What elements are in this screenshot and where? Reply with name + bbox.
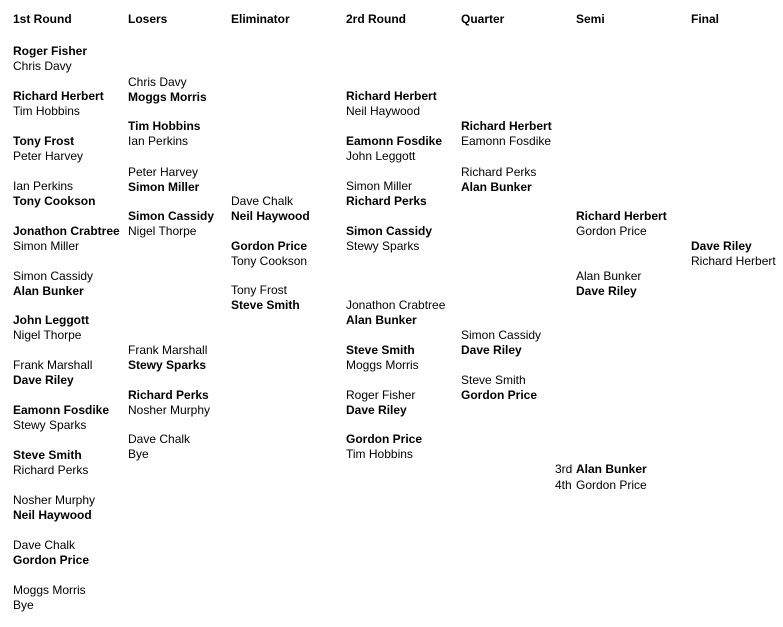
player-name: Dave Chalk [231, 194, 294, 208]
player-name: Chris Davy [13, 59, 72, 73]
match [13, 44, 87, 74]
fourth-place [555, 478, 647, 493]
player-name: Dave Chalk [13, 538, 76, 552]
player-name: Simon Cassidy [13, 269, 94, 283]
match [13, 448, 88, 478]
player-name: Ian Perkins [128, 134, 189, 148]
round-header: Quarter [461, 12, 505, 26]
match [346, 179, 427, 209]
match [128, 119, 200, 149]
player-name: Gordon Price [576, 224, 647, 238]
winner-name: Alan Bunker [13, 284, 84, 298]
player-name: Simon Miller [346, 179, 413, 193]
winner-name: Neil Haywood [13, 508, 92, 522]
winner-name: Steve Smith [231, 298, 300, 312]
third-place-name: Alan Bunker [576, 462, 647, 476]
match [13, 224, 120, 254]
round-header: Final [691, 12, 720, 26]
player-name: Stewy Sparks [13, 418, 87, 432]
winner-name: Neil Haywood [231, 209, 310, 223]
round-header: 2rd Round [346, 12, 406, 26]
winner-name: Alan Bunker [346, 313, 417, 327]
player-name: Nigel Thorpe [13, 328, 82, 342]
winner-name: Richard Herbert [13, 89, 104, 103]
match [231, 283, 300, 313]
player-name: Simon Cassidy [461, 328, 542, 342]
match [691, 239, 776, 269]
winner-name: Steve Smith [346, 343, 415, 357]
match [13, 134, 83, 164]
fourth-place-label: 4th [555, 478, 572, 492]
winner-name: Dave Riley [576, 284, 637, 298]
player-name: Frank Marshall [128, 343, 208, 357]
match [461, 328, 541, 358]
winner-name: Dave Riley [346, 403, 407, 417]
player-name: Tim Hobbins [13, 104, 80, 118]
player-name: Alan Bunker [576, 269, 642, 283]
round-header: Losers [128, 12, 168, 26]
winner-name: Eamonn Fosdike [13, 403, 110, 417]
match [128, 432, 190, 462]
match [461, 373, 537, 403]
match [13, 358, 92, 388]
third-place [555, 462, 647, 477]
player-name: Jonathon Crabtree [346, 298, 446, 312]
match [231, 194, 310, 224]
player-name: Moggs Morris [346, 358, 419, 372]
winner-name: Moggs Morris [128, 90, 207, 104]
match [346, 388, 415, 418]
match [128, 165, 199, 195]
player-name: Simon Miller [13, 239, 80, 253]
winner-name: Roger Fisher [13, 44, 88, 58]
round-header: Eliminator [231, 12, 290, 26]
match [576, 269, 641, 299]
match [128, 343, 207, 373]
player-name: Richard Herbert [691, 254, 776, 268]
winner-name: Gordon Price [13, 553, 90, 567]
player-name: Nosher Murphy [13, 493, 96, 507]
match [128, 75, 207, 105]
winner-name: Tony Cookson [13, 194, 96, 208]
match [346, 432, 422, 462]
winner-name: Gordon Price [461, 388, 538, 402]
winner-name: Simon Cassidy [346, 224, 433, 238]
player-name: Richard Perks [13, 463, 89, 477]
winner-name: Richard Perks [346, 194, 427, 208]
match [13, 89, 104, 119]
match [13, 269, 93, 299]
match [346, 89, 437, 119]
match [128, 209, 214, 239]
winner-name: Richard Herbert [461, 119, 552, 133]
winner-name: Tony Frost [13, 134, 75, 148]
match [13, 493, 95, 523]
player-name: Eamonn Fosdike [461, 134, 552, 148]
player-name: Stewy Sparks [346, 239, 420, 253]
winner-name: Gordon Price [346, 432, 423, 446]
match [346, 343, 419, 373]
player-name: Bye [13, 598, 34, 612]
match [231, 239, 307, 269]
player-name: Richard Perks [461, 165, 537, 179]
winner-name: Steve Smith [13, 448, 82, 462]
winner-name: Dave Riley [13, 373, 74, 387]
winner-name: Tim Hobbins [128, 119, 201, 133]
winner-name: Richard Herbert [576, 209, 667, 223]
winner-name: Gordon Price [231, 239, 308, 253]
match [13, 403, 109, 433]
winner-name: Eamonn Fosdike [346, 134, 443, 148]
player-name: Peter Harvey [13, 149, 84, 163]
player-name: John Leggott [346, 149, 416, 163]
player-name: Nosher Murphy [128, 403, 211, 417]
match [13, 583, 86, 613]
match [13, 538, 89, 568]
match [346, 298, 445, 328]
winner-name: Alan Bunker [461, 180, 532, 194]
player-name: Bye [128, 447, 149, 461]
match [346, 224, 432, 254]
winner-name: John Leggott [13, 313, 89, 327]
winner-name: Richard Herbert [346, 89, 437, 103]
player-name: Tim Hobbins [346, 447, 413, 461]
third-place-label: 3rd [555, 462, 573, 476]
winner-name: Dave Riley [461, 343, 522, 357]
winner-name: Simon Miller [128, 180, 200, 194]
match [128, 388, 210, 418]
player-name: Ian Perkins [13, 179, 74, 193]
match [13, 313, 89, 343]
player-name: Nigel Thorpe [128, 224, 197, 238]
player-name: Moggs Morris [13, 583, 86, 597]
player-name: Peter Harvey [128, 165, 199, 179]
winner-name: Simon Cassidy [128, 209, 215, 223]
winner-name: Richard Perks [128, 388, 209, 402]
match [461, 119, 552, 149]
round-header: 1st Round [13, 12, 72, 26]
match [13, 179, 95, 209]
winner-name: Stewy Sparks [128, 358, 207, 372]
player-name: Steve Smith [461, 373, 526, 387]
match [461, 165, 536, 195]
player-name: Dave Chalk [128, 432, 191, 446]
match [346, 134, 442, 164]
winner-name: Jonathon Crabtree [13, 224, 120, 238]
player-name: Tony Frost [231, 283, 288, 297]
player-name: Tony Cookson [231, 254, 308, 268]
player-name: Frank Marshall [13, 358, 93, 372]
player-name: Neil Haywood [346, 104, 421, 118]
winner-name: Dave Riley [691, 239, 752, 253]
match [576, 209, 667, 239]
player-name: Chris Davy [128, 75, 187, 89]
fourth-place-name: Gordon Price [576, 478, 647, 492]
round-header: Semi [576, 12, 605, 26]
player-name: Roger Fisher [346, 388, 416, 402]
